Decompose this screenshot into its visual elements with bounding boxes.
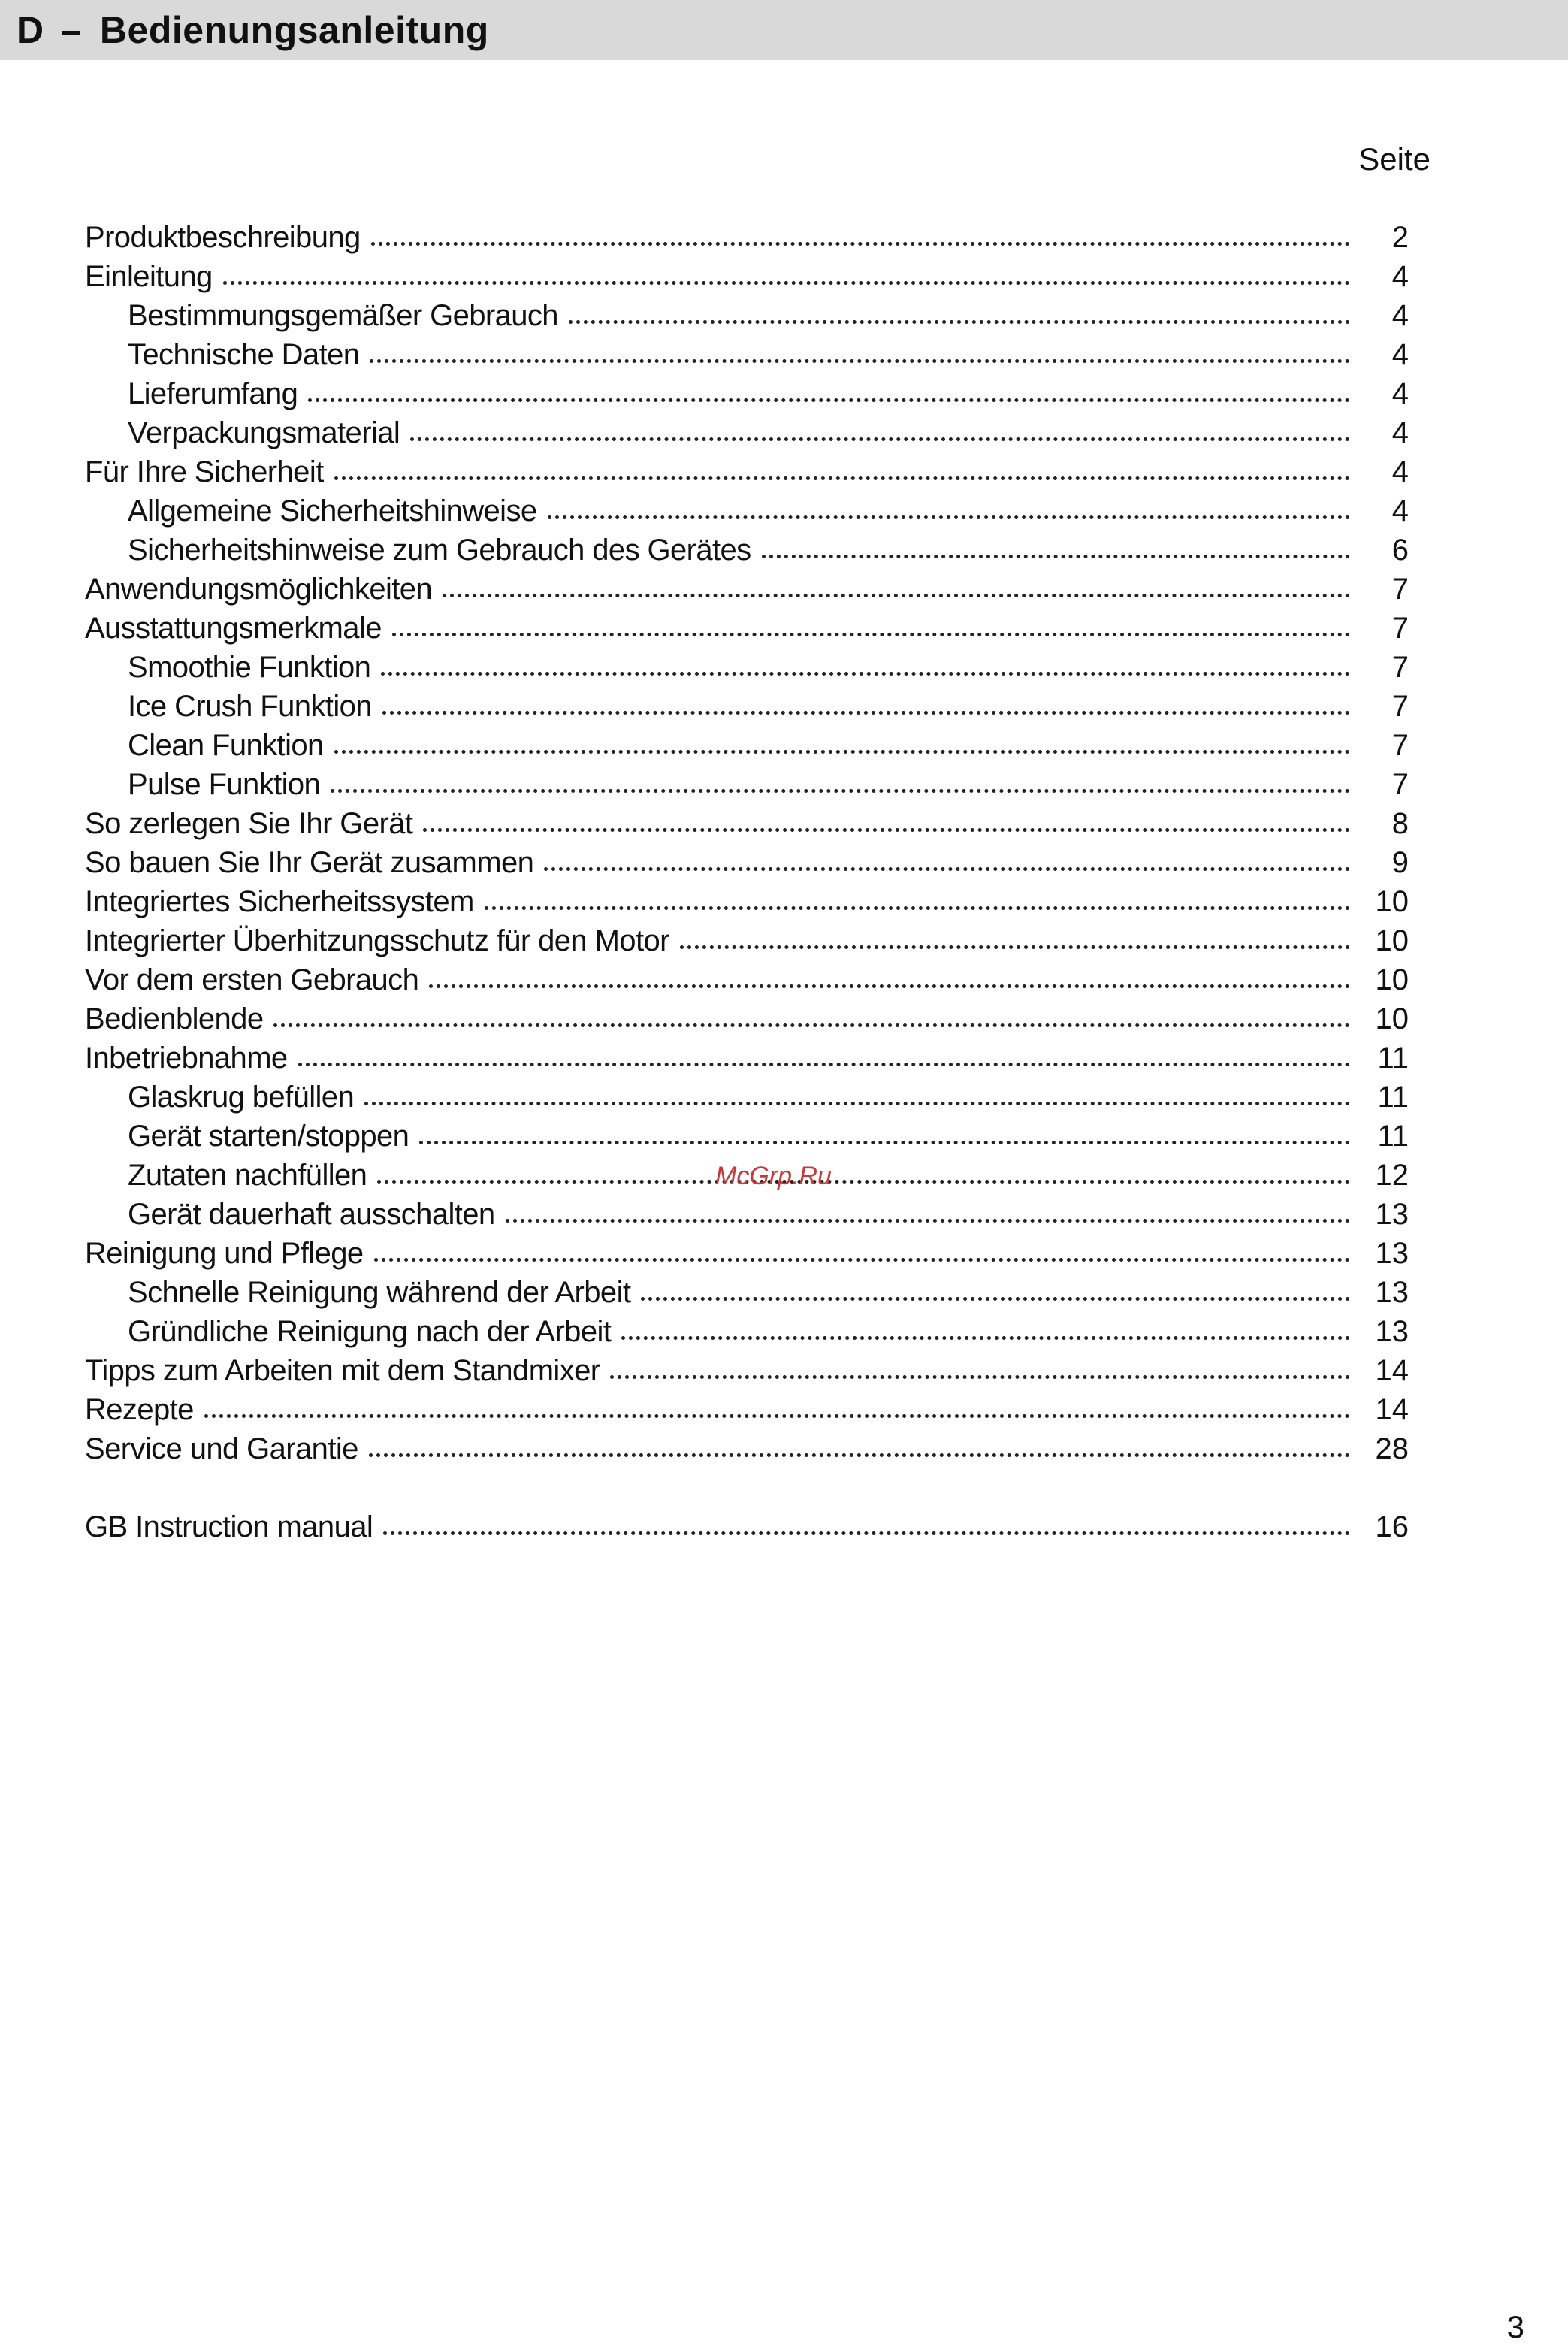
document-title: Bedienungsanleitung <box>99 9 489 51</box>
toc-dot-leader <box>331 786 1350 793</box>
toc-entry[interactable] <box>85 999 1409 1038</box>
toc-entry[interactable] <box>85 1195 1409 1234</box>
toc-dot-leader <box>610 1372 1350 1379</box>
toc-entry-page: 7 <box>1391 690 1409 723</box>
toc-dot-leader <box>410 434 1350 441</box>
toc-entry-title: Integrierter Überhitzungsschutz für den Motor <box>85 924 669 957</box>
toc-dot-leader <box>371 239 1350 246</box>
toc-entry-page: 16 <box>1375 1510 1409 1543</box>
toc-dot-leader <box>308 395 1350 402</box>
toc-entry-page: 28 <box>1375 1432 1409 1465</box>
toc-entry-title: So zerlegen Sie Ihr Gerät <box>85 807 413 840</box>
toc-entry-title: Zutaten nachfüllen <box>128 1159 367 1192</box>
toc-dot-leader <box>298 1060 1350 1066</box>
toc-entry[interactable] <box>85 804 1409 843</box>
toc-dot-leader <box>569 317 1350 324</box>
toc-entry-page: 8 <box>1391 807 1409 840</box>
toc-entry-title: Vor dem ersten Gebrauch <box>85 963 419 996</box>
toc-entry[interactable] <box>85 960 1409 999</box>
toc-dot-leader <box>544 864 1350 871</box>
toc-entry-title: Schnelle Reinigung während der Arbeit <box>128 1276 631 1309</box>
title-separator: – <box>60 9 82 51</box>
toc-entry-page: 10 <box>1375 963 1409 996</box>
toc-entry-title: Bestimmungsgemäßer Gebrauch <box>128 299 558 332</box>
toc-dot-leader <box>548 512 1350 519</box>
toc-entry-title: Bedienblende <box>85 1002 264 1035</box>
toc-entry[interactable] <box>85 609 1409 648</box>
toc-entry-page: 4 <box>1391 260 1409 293</box>
toc-dot-leader <box>334 473 1350 480</box>
toc-dot-leader <box>621 1333 1350 1340</box>
toc-entry[interactable] <box>85 882 1409 921</box>
toc-entry-page: 6 <box>1391 534 1409 567</box>
toc-entry-page: 7 <box>1391 612 1409 645</box>
toc-entry-title: Smoothie Funktion <box>128 651 371 684</box>
toc-entry[interactable] <box>85 726 1409 765</box>
toc-entry[interactable] <box>85 452 1409 491</box>
toc-entry-page: 11 <box>1377 1081 1409 1114</box>
toc-entry-page: 11 <box>1377 1041 1409 1075</box>
toc-entry-page: 4 <box>1391 377 1409 410</box>
toc-entry[interactable] <box>85 296 1409 335</box>
toc-entry-title: Produktbeschreibung <box>85 221 361 254</box>
toc-entry-page: 10 <box>1375 1002 1409 1035</box>
toc-entry[interactable] <box>85 335 1409 374</box>
toc-dot-leader <box>506 1216 1350 1223</box>
toc-entry[interactable] <box>85 1234 1409 1273</box>
toc-entry-page: 10 <box>1375 885 1409 918</box>
toc-entry-page: 7 <box>1391 573 1409 606</box>
toc-entry[interactable] <box>85 765 1409 804</box>
toc-entry-title: Anwendungsmöglichkeiten <box>85 573 433 606</box>
toc-dot-leader <box>383 1528 1350 1535</box>
toc-entry[interactable] <box>85 531 1409 570</box>
toc-entry[interactable] <box>85 921 1409 960</box>
toc-dot-leader <box>762 552 1350 558</box>
toc-entry-title: Rezepte <box>85 1393 194 1426</box>
toc-entry-page: 13 <box>1375 1276 1409 1309</box>
header-title <box>17 5 489 56</box>
header-band <box>0 0 1568 60</box>
toc-dot-leader <box>370 356 1350 363</box>
toc-entry-title: Ausstattungsmerkmale <box>85 612 382 645</box>
toc-entry-page: 13 <box>1375 1315 1409 1348</box>
table-of-contents <box>85 218 1409 1546</box>
toc-entry[interactable] <box>85 1117 1409 1156</box>
toc-dot-leader <box>364 1099 1350 1105</box>
toc-entry-page: 11 <box>1377 1120 1409 1153</box>
toc-dot-leader <box>641 1294 1350 1301</box>
toc-entry-title: Tipps zum Arbeiten mit dem Standmixer <box>85 1354 600 1387</box>
toc-entry[interactable] <box>85 1390 1409 1429</box>
toc-entry-page: 4 <box>1391 299 1409 332</box>
toc-dot-leader <box>381 669 1350 676</box>
toc-entry-title: Gerät starten/stoppen <box>128 1120 409 1153</box>
toc-entry-page: 4 <box>1391 455 1409 488</box>
toc-entry[interactable] <box>85 257 1409 296</box>
toc-entry[interactable] <box>85 218 1409 257</box>
toc-entry-title: Integriertes Sicherheitssystem <box>85 885 474 918</box>
toc-dot-leader <box>392 630 1350 636</box>
toc-entry-page: 2 <box>1391 221 1409 254</box>
toc-entry-page: 12 <box>1375 1159 1409 1192</box>
toc-entry-title: Ice Crush Funktion <box>128 690 372 723</box>
toc-dot-leader <box>443 591 1350 597</box>
toc-entry-page: 7 <box>1391 768 1409 801</box>
toc-entry[interactable] <box>85 1078 1409 1117</box>
toc-entry-title: So bauen Sie Ihr Gerät zusammen <box>85 846 534 879</box>
toc-entry[interactable] <box>85 687 1409 726</box>
toc-entry[interactable] <box>85 1038 1409 1078</box>
toc-dot-leader <box>419 1138 1350 1144</box>
toc-dot-leader <box>223 278 1350 285</box>
toc-entry[interactable] <box>85 843 1409 882</box>
toc-dot-leader <box>680 942 1350 949</box>
toc-entry-title: Inbetriebnahme <box>85 1041 288 1075</box>
toc-entry[interactable] <box>85 1312 1409 1351</box>
toc-entry[interactable] <box>85 374 1409 413</box>
toc-entry[interactable] <box>85 413 1409 452</box>
toc-dot-leader <box>423 825 1350 832</box>
watermark-text: McGrp.Ru <box>715 1162 832 1190</box>
toc-dot-leader <box>369 1450 1350 1457</box>
toc-entry-title: Reinigung und Pflege <box>85 1237 364 1270</box>
page-number: 3 <box>1506 2309 1524 2344</box>
toc-entry-title: Glaskrug befüllen <box>128 1081 355 1114</box>
toc-entry-title: Technische Daten <box>128 338 360 371</box>
toc-entry-title: GB Instruction manual <box>85 1510 373 1543</box>
toc-entry-page: 4 <box>1391 338 1409 371</box>
toc-entry-page: 10 <box>1375 924 1409 957</box>
toc-dot-leader <box>204 1411 1350 1418</box>
language-code: D <box>17 9 44 51</box>
toc-entry-title: Allgemeine Sicherheitshinweise <box>128 494 537 528</box>
toc-entry[interactable] <box>85 1429 1409 1468</box>
toc-dot-leader <box>334 747 1350 754</box>
toc-entry-page: 7 <box>1391 651 1409 684</box>
page-column-label: Seite <box>1358 141 1431 177</box>
toc-dot-leader <box>485 903 1350 910</box>
toc-entry[interactable] <box>85 570 1409 609</box>
toc-entry[interactable] <box>85 1273 1409 1312</box>
toc-entry-title: Verpackungsmaterial <box>128 416 400 449</box>
toc-entry-title: Für Ihre Sicherheit <box>85 455 324 488</box>
toc-entry-page: 4 <box>1391 494 1409 528</box>
toc-entry[interactable] <box>85 1351 1409 1390</box>
toc-entry-page: 7 <box>1391 729 1409 762</box>
toc-dot-leader <box>374 1255 1350 1262</box>
toc-entry-title: Sicherheitshinweise zum Gebrauch des Gerätes <box>128 534 751 567</box>
toc-entry-title: Einleitung <box>85 260 213 293</box>
toc-entry[interactable] <box>85 491 1409 531</box>
toc-entry-title: Gerät dauerhaft ausschalten <box>128 1198 495 1231</box>
toc-entry[interactable] <box>85 1507 1409 1546</box>
toc-entry-page: 13 <box>1375 1237 1409 1270</box>
toc-entry-page: 4 <box>1391 416 1409 449</box>
toc-dot-leader <box>377 1177 1350 1184</box>
toc-entry-title: Pulse Funktion <box>128 768 321 801</box>
toc-entry-page: 9 <box>1391 846 1409 879</box>
toc-dot-leader <box>382 708 1350 715</box>
toc-entry-title: Lieferumfang <box>128 377 298 410</box>
toc-entry-page: 13 <box>1375 1198 1409 1231</box>
toc-entry-title: Clean Funktion <box>128 729 324 762</box>
toc-dot-leader <box>429 981 1350 988</box>
toc-entry-page: 14 <box>1375 1393 1409 1426</box>
toc-entry-page: 14 <box>1375 1354 1409 1387</box>
toc-entry[interactable] <box>85 648 1409 687</box>
toc-entry-title: Service und Garantie <box>85 1432 358 1465</box>
toc-entry-title: Gründliche Reinigung nach der Arbeit <box>128 1315 612 1348</box>
toc-dot-leader <box>273 1020 1350 1027</box>
